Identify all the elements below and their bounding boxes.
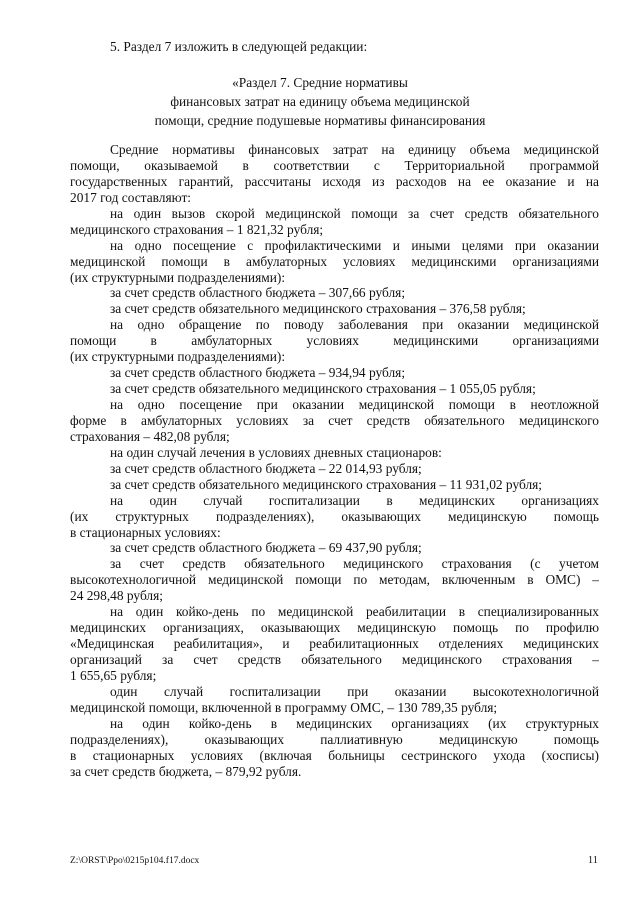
section-title: [70, 73, 570, 130]
body-line: подразделениях), оказывающих паллиативную медицинскую помощь: [70, 731, 599, 747]
body-line: за счет средств обязательного медицинского страхования – 376,58 рубля;: [110, 301, 526, 317]
body-line: за счет средств областного бюджета – 307,66 рубля;: [110, 285, 406, 301]
body-line: за счет средств обязательного медицинского страхования – 11 931,02 рубля;: [110, 476, 543, 492]
body-line: страхования – 482,08 рубля;: [70, 428, 230, 444]
body-line: 2017 год составляют:: [70, 189, 192, 205]
body-line: государственных гарантий, рассчитаны исходя из расходов на ее оказание и на: [70, 173, 599, 189]
body-line: за счет средств областного бюджета – 22 014,93 рубля;: [110, 460, 422, 476]
body-line: на один вызов скорой медицинской помощи за счет средств обязательного: [110, 205, 599, 221]
footer-file-path: Z:\ORST\Ppo\0215p104.f17.docx: [70, 856, 200, 866]
page-number: 11: [587, 855, 598, 866]
body-line: помощи, оказываемой в соответствии с Территориальной программой: [70, 157, 599, 173]
body-line: форме в амбулаторных условиях за счет средств обязательного медицинского: [70, 412, 599, 428]
body-line: на одно посещение с профилактическими и иными целями при оказании: [110, 237, 599, 253]
section-title-line: помощи, средние подушевые нормативы финансирования: [154, 113, 486, 128]
body-line: в стационарных условиях (включая больницы сестринского ухода (хосписы): [70, 747, 599, 763]
body-line: медицинских организациях, оказывающих медицинскую помощь по профилю: [70, 620, 599, 636]
body-line: медицинского страхования – 1 821,32 рубля;: [70, 221, 324, 237]
body-line: на одно посещение при оказании медицинской помощи в неотложной: [110, 397, 599, 412]
body-line: медицинской помощи в амбулаторных условиях медицинскими организациями: [70, 253, 599, 269]
body-line: на один случай лечения в условиях дневных стационаров:: [110, 444, 442, 460]
body-line: высокотехнологичной медицинской помощи по методам, включенным в ОМС) –: [70, 572, 599, 588]
body-line: на один койко-день по медицинской реабилитации в специализированных: [110, 604, 599, 620]
section-title-line: финансовых затрат на единицу объема медицинской: [170, 94, 470, 109]
body-line: 24 298,48 рубля;: [70, 588, 163, 604]
section-body: [70, 142, 599, 780]
body-line: за счет средств бюджета, – 879,92 рубля.: [70, 763, 302, 779]
body-line: 1 655,65 рубля;: [70, 667, 157, 683]
body-line: «Медицинская реабилитация», и реабилитационных отделениях медицинских: [70, 636, 599, 652]
body-line: (их структурными подразделениями):: [70, 269, 286, 285]
body-line: за счет средств обязательного медицинского страхования – 1 055,05 рубля;: [110, 381, 536, 397]
body-line: (их структурных подразделениях), оказывающих медицинскую помощь: [70, 508, 599, 524]
body-line: за счет средств областного бюджета – 69 437,90 рубля;: [110, 540, 422, 556]
body-line: за счет средств обязательного медицинского страхования (с учетом: [110, 556, 599, 572]
body-line: на один случай госпитализации в медицинских организациях: [110, 492, 599, 508]
body-line: (их структурными подразделениями):: [70, 349, 286, 365]
body-line: на одно обращение по поводу заболевания при оказании медицинской: [110, 317, 599, 333]
body-line: на один койко-день в медицинских организациях (их структурных: [110, 715, 599, 731]
body-line: один случай госпитализации при оказании высокотехнологичной: [110, 683, 599, 699]
amendment-intro: 5. Раздел 7 изложить в следующей редакции:: [110, 39, 368, 54]
body-line: медицинской помощи, включенной в программу ОМС, – 130 789,35 рубля;: [70, 699, 498, 715]
section-title-line: «Раздел 7. Средние нормативы: [232, 75, 408, 90]
body-line: в стационарных условиях:: [70, 524, 221, 540]
body-line: организаций за счет средств обязательного медицинского страхования –: [70, 652, 599, 667]
body-line: помощи в амбулаторных условиях медицинскими организациями: [70, 333, 599, 349]
body-line: Средние нормативы финансовых затрат на единицу объема медицинской: [110, 142, 599, 157]
body-line: за счет средств областного бюджета – 934,94 рубля;: [110, 365, 406, 381]
